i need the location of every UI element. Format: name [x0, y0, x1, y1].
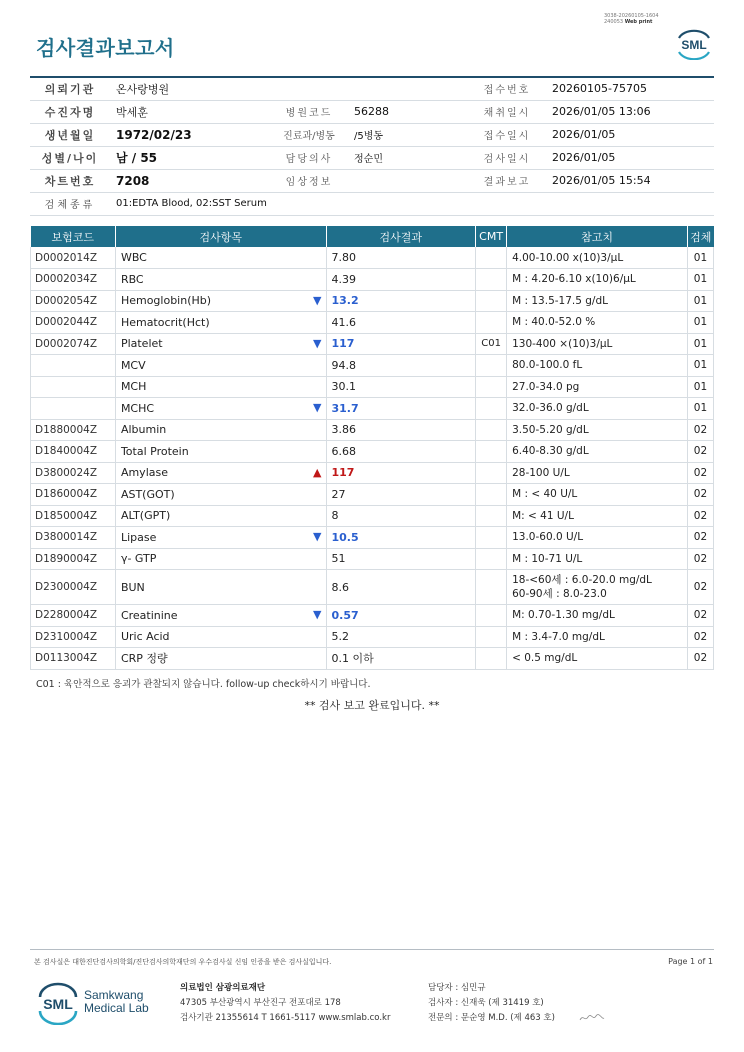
reference-range: [507, 548, 688, 570]
comment-code: [476, 462, 507, 484]
test-item: [115, 247, 326, 269]
result-row: [31, 570, 714, 605]
result-row: [31, 527, 714, 549]
specimen-code: 02: [687, 626, 713, 648]
insurance-code: D0002014Z: [31, 247, 116, 269]
test-item: [115, 376, 326, 398]
comment-code: [476, 441, 507, 463]
reference-range-line: M: 0.70-1.30 mg/dL: [512, 609, 615, 622]
low-flag-icon: ▼: [313, 293, 322, 307]
patient-value: 박세훈: [110, 100, 270, 123]
comment-code: [476, 484, 507, 506]
receipt-date-label: 접수일시: [468, 123, 546, 146]
comment-code: [476, 355, 507, 377]
comment-code: [476, 626, 507, 648]
test-result: 0.1 이하: [326, 648, 476, 670]
insurance-code: D2300004Z: [31, 570, 116, 605]
test-item-name: CRP 정량: [120, 652, 168, 666]
result-row: [31, 505, 714, 527]
foundation-address: 47305 부산광역시 부산진구 전포대로 178: [180, 998, 341, 1008]
insurance-code: D3800014Z: [31, 527, 116, 549]
comment-code: [476, 570, 507, 605]
test-item-name: Platelet: [120, 337, 163, 351]
comment-code: [476, 548, 507, 570]
result-row: [31, 548, 714, 570]
insurance-code: D1890004Z: [31, 548, 116, 570]
reference-range-line: 28-100 U/L: [512, 466, 570, 479]
specimen-code: 02: [687, 527, 713, 549]
specimen-code: 02: [687, 570, 713, 605]
sex-age-label: 성별/나이: [30, 146, 110, 169]
reference-range-line: 60-90세 : 8.0-23.0: [512, 588, 607, 600]
reference-range: [507, 398, 688, 420]
result-row: [31, 290, 714, 312]
result-row: [31, 441, 714, 463]
sex-age-value: 남 / 55: [110, 146, 270, 169]
comment-code: [476, 419, 507, 441]
test-result: 51: [326, 548, 476, 570]
reference-range-line: 6.40-8.30 g/dL: [512, 445, 589, 458]
hospital-code-value: 56288: [348, 100, 468, 123]
reference-range: [507, 247, 688, 269]
test-item: [115, 484, 326, 506]
dept-value: /5병동: [348, 123, 468, 146]
reference-range-line: 18-<60세 : 6.0-20.0 mg/dL: [512, 574, 652, 586]
reference-range: [507, 570, 688, 605]
test-item-name: γ- GTP: [120, 552, 157, 566]
specimen-code: 01: [687, 355, 713, 377]
reference-range: [507, 462, 688, 484]
insurance-code: [31, 376, 116, 398]
results-header-cell: 보험코드: [31, 226, 116, 247]
test-result: 30.1: [326, 376, 476, 398]
specimen-code: 01: [687, 269, 713, 291]
results-header-cell: 검사결과: [326, 226, 476, 247]
reference-range: [507, 419, 688, 441]
test-item: [115, 355, 326, 377]
specimen-code: 02: [687, 505, 713, 527]
result-row: [31, 605, 714, 627]
reference-range: [507, 333, 688, 355]
insurance-code: D3800024Z: [31, 462, 116, 484]
results-table: [30, 226, 714, 670]
test-item: [115, 648, 326, 670]
test-item-name: Amylase: [120, 466, 168, 480]
test-item-name: Creatinine: [120, 608, 178, 622]
test-result: 5.2: [326, 626, 476, 648]
test-item-name: Albumin: [120, 423, 167, 437]
foundation-name: 의료법인 삼광의료재단: [180, 983, 266, 993]
reference-range-line: 80.0-100.0 fL: [512, 359, 583, 372]
insurance-code: D0113004Z: [31, 648, 116, 670]
signature-icon: [578, 1012, 606, 1024]
test-item-name: RBC: [120, 272, 144, 286]
test-result: 8: [326, 505, 476, 527]
reference-range: [507, 376, 688, 398]
test-date-label: 검사일시: [468, 146, 546, 169]
result-row: [31, 312, 714, 334]
specimen-code: 02: [687, 462, 713, 484]
reference-range-line: M : 4.20-6.10 x(10)6/μL: [512, 273, 636, 286]
specimen-value: 01:EDTA Blood, 02:SST Serum: [110, 192, 714, 215]
insurance-code: D0002054Z: [31, 290, 116, 312]
doctor-label: 담당의사: [270, 146, 348, 169]
test-item-name: ALT(GPT): [120, 509, 171, 523]
receipt-no-label: 접수번호: [468, 77, 546, 100]
test-item: [115, 626, 326, 648]
comment-code: [476, 290, 507, 312]
results-body: [31, 247, 714, 669]
insurance-code: D2310004Z: [31, 626, 116, 648]
results-header-cell: CMT: [476, 226, 507, 247]
comment-code: [476, 605, 507, 627]
insurance-code: D1880004Z: [31, 419, 116, 441]
test-result: 3.86: [326, 419, 476, 441]
sml-logo-text: SML: [681, 38, 707, 52]
dob-label: 생년월일: [30, 123, 110, 146]
test-item: [115, 333, 326, 355]
test-item: [115, 548, 326, 570]
specimen-code: 02: [687, 648, 713, 670]
result-row: [31, 398, 714, 420]
result-row: [31, 355, 714, 377]
reference-range-line: 3.50-5.20 g/dL: [512, 423, 589, 436]
doctor-value: 정순민: [348, 146, 468, 169]
result-row: [31, 484, 714, 506]
chart-label: 차트번호: [30, 169, 110, 192]
result-row: [31, 333, 714, 355]
test-item-name: Uric Acid: [120, 630, 170, 644]
brand-line2: Medical Lab: [84, 1001, 149, 1015]
brand-line1: Samkwang: [84, 988, 144, 1002]
result-row: [31, 648, 714, 670]
test-item-name: MCV: [120, 358, 146, 372]
results-header-row: [31, 226, 714, 247]
sml-logo-icon: [36, 981, 80, 1025]
test-item-name: AST(GOT): [120, 487, 175, 501]
reference-range: [507, 290, 688, 312]
reference-range-line: M : 13.5-17.5 g/dL: [512, 294, 608, 307]
test-item-name: WBC: [120, 251, 147, 264]
test-item: [115, 290, 326, 312]
test-result: 4.39: [326, 269, 476, 291]
reference-range: [507, 312, 688, 334]
comment-code: [476, 312, 507, 334]
specimen-label: 검체종류: [30, 192, 110, 215]
hospital-code-label: 병원코드: [270, 100, 348, 123]
test-item: [115, 462, 326, 484]
test-item-name: Total Protein: [120, 444, 189, 458]
brand-name: [84, 989, 149, 1015]
specimen-code: 01: [687, 247, 713, 269]
report-label: 결과보고: [468, 169, 546, 192]
staff-tester: 검사자 : 신재욱 (제 31419 호): [428, 998, 544, 1008]
receipt-no-value: 20260105-75705: [546, 77, 714, 100]
insurance-code: D1860004Z: [31, 484, 116, 506]
results-header-cell: 참고치: [507, 226, 688, 247]
reference-range-line: 130-400 ×(10)3/μL: [512, 337, 613, 350]
certification-note: 본 검사실은 대한진단검사의학회/진단검사의학재단의 우수검사실 신임 인증을 받은 검사실입니다.: [34, 958, 332, 966]
results-header-cell: 검체: [687, 226, 713, 247]
test-result: 41.6: [326, 312, 476, 334]
test-result: 7.80: [326, 247, 476, 269]
test-date-value: 2026/01/05: [546, 146, 714, 169]
reference-range: [507, 605, 688, 627]
specimen-code: 01: [687, 333, 713, 355]
insurance-code: [31, 355, 116, 377]
test-item: [115, 441, 326, 463]
reference-range-line: 4.00-10.00 x(10)3/μL: [512, 251, 624, 264]
print-mode: Web print: [624, 19, 653, 25]
reference-range: [507, 626, 688, 648]
results-header-cell: 검사항목: [115, 226, 326, 247]
specimen-code: 02: [687, 605, 713, 627]
test-item-name: Hemoglobin(Hb): [120, 294, 212, 308]
specimen-code: 02: [687, 484, 713, 506]
test-item: [115, 505, 326, 527]
result-row: [31, 247, 714, 269]
print-id-line1: 3038-20260105-1604: [604, 13, 659, 19]
test-result: 6.68: [326, 441, 476, 463]
comment-code: [476, 398, 507, 420]
test-result: 27: [326, 484, 476, 506]
test-item: [115, 398, 326, 420]
reference-range: [507, 441, 688, 463]
test-item-name: Lipase: [120, 530, 157, 544]
clinical-label: 임상정보: [270, 169, 348, 192]
test-item-name: BUN: [120, 580, 145, 594]
test-item-name: Hematocrit(Hct): [120, 315, 210, 329]
result-row: [31, 376, 714, 398]
specimen-code: 02: [687, 441, 713, 463]
collection-value: 2026/01/05 13:06: [546, 100, 714, 123]
comment-code: [476, 247, 507, 269]
footer-divider: [30, 949, 714, 950]
collection-label: 채취일시: [468, 100, 546, 123]
requester-label: 의뢰기관: [30, 77, 110, 100]
comment-code: [476, 269, 507, 291]
comment-footnote: C01 : 육안적으로 응괴가 관찰되지 않습니다. follow-up check하시기 바랍니다.: [36, 679, 371, 690]
test-result: 8.6: [326, 570, 476, 605]
result-row: [31, 419, 714, 441]
reference-range: [507, 527, 688, 549]
reference-range: [507, 505, 688, 527]
specimen-code: 02: [687, 548, 713, 570]
comment-code: [476, 376, 507, 398]
insurance-code: D1850004Z: [31, 505, 116, 527]
reference-range-line: 13.0-60.0 U/L: [512, 531, 584, 544]
test-item: [115, 570, 326, 605]
chart-value: 7208: [110, 169, 270, 192]
insurance-code: D0002044Z: [31, 312, 116, 334]
test-result: 117: [326, 462, 476, 484]
staff-manager: 담당자 : 심민규: [428, 983, 486, 993]
low-flag-icon: ▼: [313, 530, 322, 543]
comment-code: [476, 505, 507, 527]
test-result: 117: [326, 333, 476, 355]
sml-logo-icon: [674, 28, 714, 60]
completion-message: ** 검사 보고 완료입니다. **: [304, 699, 440, 712]
comment-code: [476, 527, 507, 549]
reference-range-line: M : 40.0-52.0 %: [512, 316, 596, 329]
reference-range: [507, 648, 688, 670]
result-row: [31, 269, 714, 291]
foundation-info: [180, 981, 390, 1026]
specimen-code: 01: [687, 312, 713, 334]
specimen-code: 02: [687, 419, 713, 441]
staff-info: [428, 981, 555, 1026]
reference-range: [507, 355, 688, 377]
test-item-name: MCH: [120, 380, 147, 394]
dob-value: 1972/02/23: [110, 123, 270, 146]
print-id-line2: 240053: [604, 19, 624, 25]
reference-range-line: 27.0-34.0 pg: [512, 380, 580, 393]
patient-info-table: [30, 76, 714, 216]
comment-code: C01: [476, 333, 507, 355]
reference-range-line: M : 10-71 U/L: [512, 552, 583, 565]
result-row: [31, 462, 714, 484]
dept-label: 진료과/병동: [270, 123, 348, 146]
low-flag-icon: ▼: [313, 608, 322, 621]
specimen-code: 01: [687, 290, 713, 312]
report-value: 2026/01/05 15:54: [546, 169, 714, 192]
print-id: [604, 13, 684, 25]
insurance-code: D0002074Z: [31, 333, 116, 355]
test-result: 10.5: [326, 527, 476, 549]
staff-specialist: 전문의 : 문순영 M.D. (제 463 호): [428, 1013, 555, 1023]
clinical-value: [348, 169, 468, 192]
specimen-code: 01: [687, 398, 713, 420]
low-flag-icon: ▼: [313, 336, 322, 350]
reference-range-line: M : 3.4-7.0 mg/dL: [512, 630, 605, 643]
insurance-code: D2280004Z: [31, 605, 116, 627]
patient-label: 수진자명: [30, 100, 110, 123]
test-item: [115, 269, 326, 291]
insurance-code: [31, 398, 116, 420]
test-item: [115, 527, 326, 549]
reference-range-line: 32.0-36.0 g/dL: [512, 402, 589, 415]
sml-logo-text: SML: [43, 996, 73, 1012]
reference-range-line: M : < 40 U/L: [512, 488, 578, 501]
reference-range-line: M: < 41 U/L: [512, 509, 574, 522]
test-result: 13.2: [326, 290, 476, 312]
reference-range: [507, 484, 688, 506]
requester-value: 온사랑병원: [110, 77, 348, 100]
foundation-contact: 검사기관 21355614 T 1661-5117 www.smlab.co.kr: [180, 1013, 391, 1023]
page-number: Page 1 of 1: [668, 957, 713, 966]
insurance-code: D1840004Z: [31, 441, 116, 463]
reference-range-line: < 0.5 mg/dL: [512, 652, 578, 665]
reference-range: [507, 269, 688, 291]
low-flag-icon: ▼: [313, 401, 322, 414]
high-flag-icon: ▲: [313, 465, 322, 479]
test-item-name: MCHC: [120, 401, 155, 415]
page-title: 검사결과보고서: [36, 36, 175, 60]
test-item: [115, 312, 326, 334]
receipt-date-value: 2026/01/05: [546, 123, 714, 146]
test-result: 31.7: [326, 398, 476, 420]
insurance-code: D0002034Z: [31, 269, 116, 291]
comment-code: [476, 648, 507, 670]
test-item: [115, 605, 326, 627]
result-row: [31, 626, 714, 648]
specimen-code: 01: [687, 376, 713, 398]
test-item: [115, 419, 326, 441]
test-result: 0.57: [326, 605, 476, 627]
test-result: 94.8: [326, 355, 476, 377]
